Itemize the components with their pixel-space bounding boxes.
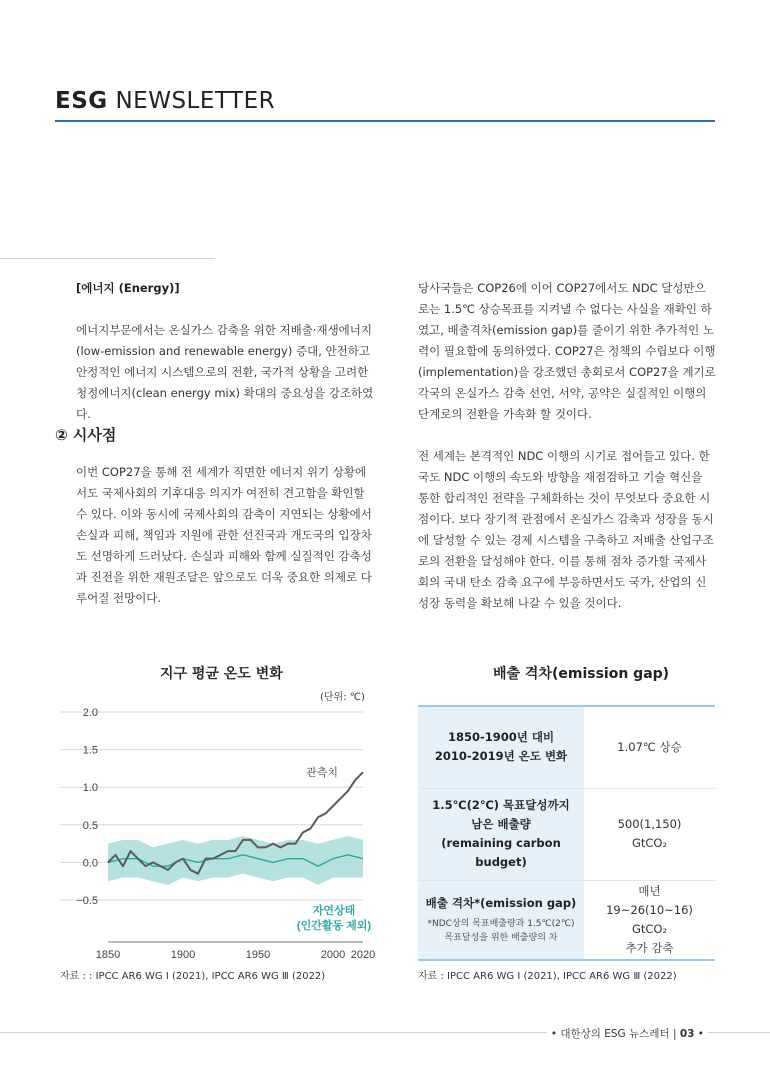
decorative-divider (0, 258, 215, 259)
x-tick-label: 1900 (170, 949, 196, 961)
y-tick-label: 1.5 (82, 744, 98, 757)
right-paragraph-1: 당사국들은 COP26에 이어 COP27에서도 NDC 달성만으로는 1.5℃ 상승목표를 지켜낼 수 없다는 사실을 재확인 하였고, 배출격차(emission gap)를 줄이기 위한 추가적인 노력이 필요함에 동의하였다. COP27은 정책의 수립보다 이행(implementation)을 강조했던 총회로서 COP27을 계기로 각국의 온실가스 감축 선언, 서약, 공약은 실질적인 이행의 단계로의 전환을 가속화 할 것이다. (418, 281, 716, 421)
y-tick-label: 0.5 (82, 819, 98, 832)
energy-subheading: [에너지 (Energy)] (76, 281, 180, 295)
masthead-title: NEWSLETTER (115, 88, 276, 114)
table-row-value (584, 788, 715, 880)
left-column (76, 278, 374, 446)
chart-title: 지구 평균 온도 변화 (160, 666, 283, 682)
temperature-chart (60, 700, 380, 965)
table-row-header (418, 706, 584, 788)
row-value-line: GtCO₂ (631, 836, 668, 850)
y-tick-label: 0.0 (82, 857, 98, 870)
x-tick-label: 1950 (245, 949, 271, 961)
row-value-line: 추가 감축 (625, 940, 674, 955)
row-value-line: 매년 (638, 883, 661, 898)
footer-separator: | (672, 1028, 677, 1040)
natural-series-label-2: (인간활동 제외) (296, 920, 372, 932)
y-tick-label: 1.0 (82, 782, 98, 795)
table-row-value (584, 706, 715, 788)
y-tick-label: −0.5 (76, 895, 98, 907)
observed-series-label: 관측치 (306, 767, 338, 779)
natural-range-area (108, 836, 363, 885)
row-value-line: 19~26(10~16) (606, 902, 693, 917)
row-value-line: 500(1,150) (617, 817, 682, 831)
masthead (55, 88, 275, 114)
row-value-line: 1.07℃ 상승 (617, 739, 682, 754)
chart-source: 자료 : : IPCC AR6 WG Ⅰ (2021), IPCC AR6 WG Ⅲ (2022) (60, 971, 326, 982)
table-title: 배출 격차(emission gap) (493, 666, 670, 682)
table-row (418, 788, 715, 880)
table-row-header (418, 880, 584, 960)
masthead-divider (55, 120, 715, 122)
row-header-line: 2010-2019년 온도 변화 (434, 749, 568, 764)
row-header-line: (remaining carbon budget) (441, 836, 561, 869)
right-paragraph-2: 전 세계는 본격적인 NDC 이행의 시기로 접어들고 있다. 한국도 NDC 이행의 속도와 방향을 재점검하고 기술 혁신을 통한 합리적인 전략을 구체화하는 것이 무엇보다 중요한 시점이다. 보다 장기적 관점에서 온실가스 감축과 성장을 동시에 달성할 수 있는 경제 시스템을 구축하고 저배출 산업구조로의 전환을 달성해야 한다. 이를 통해 점차 증가할 국제사회의 국내 탄소 감축 요구에 부응하면서도 국가, 산업의 신성장 동력을 확보해 나갈 수 있을 것이다. (418, 449, 714, 610)
row-header-line: 1850-1900년 대비 (447, 730, 555, 745)
section-heading: ② 시사점 (55, 426, 117, 444)
x-tick-label: 2000 (320, 949, 346, 961)
row-note-line: 목표달성을 위한 배출량의 차 (444, 933, 558, 944)
page-footer: • 대한상의 ESG 뉴스레터 | 03 • (547, 1026, 708, 1041)
y-tick-label: 2.0 (82, 707, 98, 719)
table-row (418, 880, 715, 960)
implications-paragraph: 이번 COP27을 통해 전 세계가 직면한 에너지 위기 상황에서도 국제사회의 기후대응 의지가 여전히 견고함을 확인할 수 있다. 이와 동시에 국제사회의 감축이 지연되는 상황에서 손실과 피해, 책임과 지원에 관한 선진국과 개도국의 입장차도 선명하게 드러났다. 손실과 피해와 함께 실질적인 감축성과 진전을 위한 재원조달은 앞으로도 더욱 중요한 의제로 다루어질 전망이다. (76, 465, 372, 605)
table-row-value (584, 880, 715, 960)
row-header-line: 남은 배출량 (471, 817, 531, 831)
page-number: 03 (679, 1028, 695, 1040)
table-row (418, 706, 715, 788)
row-value-line: GtCO₂ (631, 921, 668, 936)
energy-paragraph: 에너지부문에서는 온실가스 감축을 위한 저배출·재생에너지(low-emission and renewable energy) 증대, 안전하고 안정적인 에너지 시스템으로의 전환, 국가적 상황을 고려한 청정에너지(clean energy mix) 확대의 중요성을 강조하였다. (76, 323, 374, 421)
natural-range-band (108, 836, 363, 885)
x-tick-label: 2020 (350, 949, 376, 961)
row-note-line: *NDC상의 목표배출량과 1.5℃(2℃) (427, 919, 575, 930)
row-header-line: 1.5℃(2℃) 목표달성까지 (432, 798, 570, 812)
masthead-brand: ESG (55, 88, 108, 114)
emission-gap-table (418, 705, 715, 961)
footer-publication: 대한상의 ESG 뉴스레터 (560, 1028, 670, 1040)
row-header-line: 배출 격차*(emission gap) (425, 896, 577, 911)
table-row-header (418, 788, 584, 880)
x-tick-label: 1850 (95, 949, 121, 961)
right-column (418, 278, 716, 635)
table-source: 자료 : IPCC AR6 WG Ⅰ (2021), IPCC AR6 WG Ⅲ (2022) (418, 971, 677, 982)
chart-unit: (단위: ℃) (320, 692, 365, 703)
natural-series-label-1: 자연상태 (312, 905, 356, 917)
row-note (418, 917, 584, 945)
